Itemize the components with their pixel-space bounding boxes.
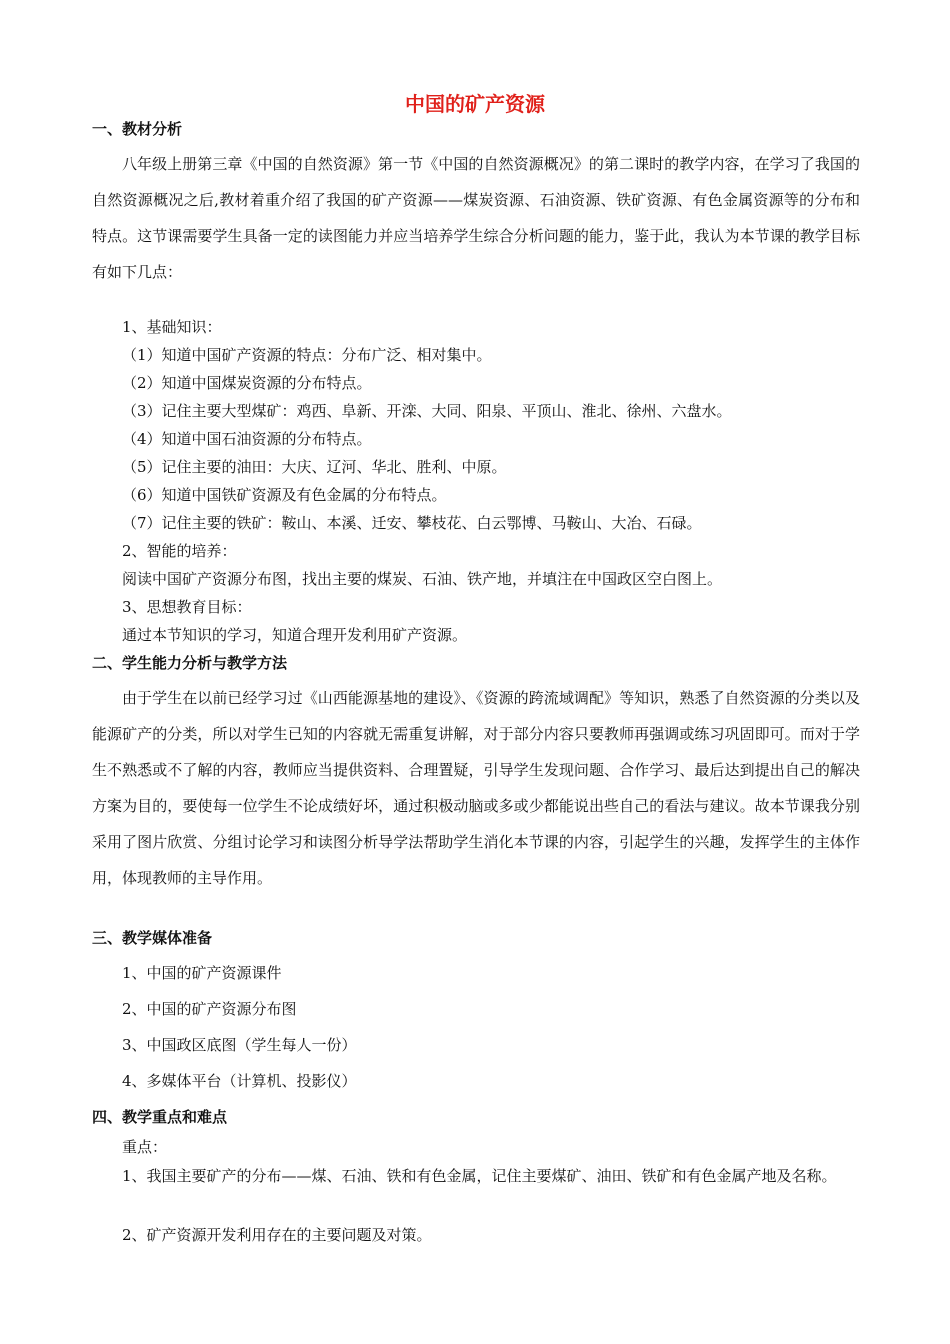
media-item-2: 2、中国的矿产资源分布图: [122, 1000, 297, 1018]
objective-skills-text: 阅读中国矿产资源分布图，找出主要的煤炭、石油、铁产地，并填注在中国政区空白图上。: [122, 570, 723, 588]
objective-heading-skills: 2、智能的培养：: [122, 542, 237, 560]
key-point-1: 1、我国主要矿产的分布——煤、石油、铁和有色金属，记住主要煤矿、油田、铁矿和有色金属产地及名称。: [122, 1167, 837, 1185]
media-item-1: 1、中国的矿产资源课件: [122, 964, 282, 982]
media-item-4: 4、多媒体平台（计算机、投影仪）: [122, 1072, 357, 1090]
objective-item-6: （6）知道中国铁矿资源及有色金属的分布特点。: [122, 486, 447, 504]
media-item-3: 3、中国政区底图（学生每人一份）: [122, 1036, 357, 1054]
objective-item-2: （2）知道中国煤炭资源的分布特点。: [122, 374, 372, 392]
objective-heading-basic: 1、基础知识：: [122, 318, 222, 336]
section-2-paragraph: 由于学生在以前已经学习过《山西能源基地的建设》、《资源的跨流域调配》等知识，熟悉了自然资源的分类以及能源矿产的分类，所以对学生已知的内容就无需重复讲解，对于部分内容只要教师再强调或练习巩固即可。而对于学生不熟悉或不了解的内容，教师应当提供资料、合理置疑，引导学生发现问题、合作学习、最后达到提出自己的解决方案为目的，要使每一位学生不论成绩好坏，通过积极动脑或多或少都能说出些自己的看法与建议。故本节课我分别采用了图片欣赏、分组讨论学习和读图分析导学法帮助学生消化本节课的内容，引起学生的兴趣，发挥学生的主体作用，体现教师的主导作用。: [92, 689, 860, 887]
key-point-2: 2、矿产资源开发利用存在的主要问题及对策。: [122, 1226, 432, 1244]
objective-item-3: （3）记住主要大型煤矿：鸡西、阜新、开滦、大同、阳泉、平顶山、淮北、徐州、六盘水。: [122, 402, 732, 420]
section-heading-1: 一、教材分析: [92, 120, 183, 138]
objective-item-4: （4）知道中国石油资源的分布特点。: [122, 430, 372, 448]
section-1-paragraph: 八年级上册第三章《中国的自然资源》第一节《中国的自然资源概况》的第二课时的教学内容，在学习了我国的自然资源概况之后,教材着重介绍了我国的矿产资源——煤炭资源、石油资源、铁矿资源、有色金属资源等的分布和特点。这节课需要学生具备一定的读图能力并应当培养学生综合分析问题的能力，鉴于此，我认为本节课的教学目标有如下几点：: [92, 155, 860, 281]
key-points-label: 重点：: [122, 1138, 168, 1156]
page-title: 中国的矿产资源: [405, 92, 545, 116]
section-heading-3: 三、教学媒体准备: [92, 929, 213, 947]
objective-moral-text: 通过本节知识的学习，知道合理开发利用矿产资源。: [122, 626, 468, 644]
section-heading-2: 二、学生能力分析与教学方法: [92, 654, 288, 672]
objective-item-1: （1）知道中国矿产资源的特点：分布广泛、相对集中。: [122, 346, 492, 364]
objective-heading-moral: 3、思想教育目标：: [122, 598, 252, 616]
section-heading-4: 四、教学重点和难点: [92, 1108, 228, 1126]
objective-item-7: （7）记住主要的铁矿：鞍山、本溪、迁安、攀枝花、白云鄂博、马鞍山、大冶、石碌。: [122, 514, 702, 532]
objective-item-5: （5）记住主要的油田：大庆、辽河、华北、胜利、中原。: [122, 458, 507, 476]
